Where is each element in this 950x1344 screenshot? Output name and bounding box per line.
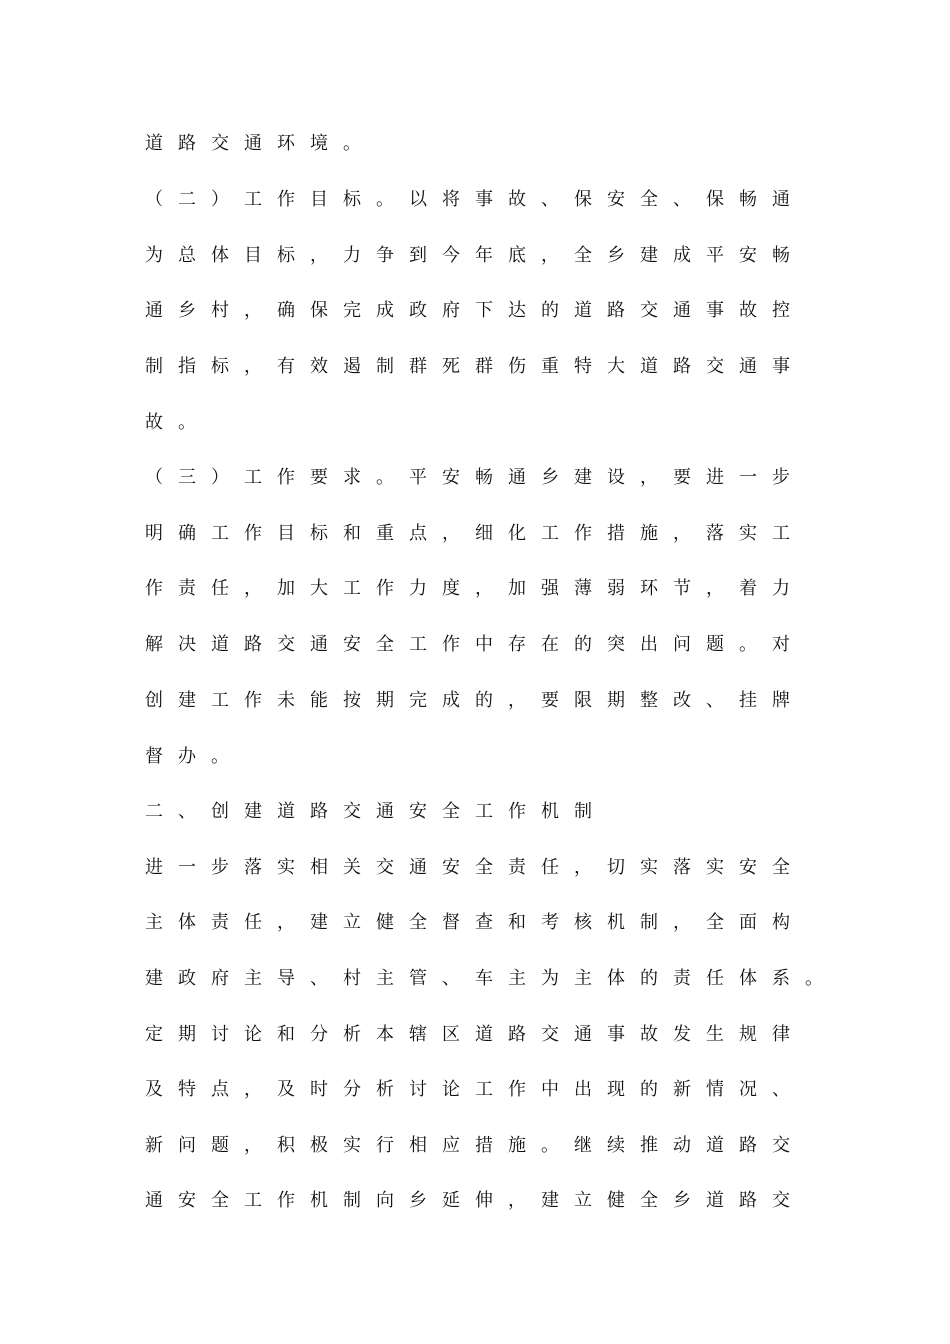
text-line: （三）工作要求。平安畅通乡建设，要进一步: [145, 467, 805, 488]
text-line: 解决道路交通安全工作中存在的突出问题。对: [145, 634, 805, 655]
text-line: 督办。: [145, 746, 244, 767]
text-line: 创建工作未能按期完成的，要限期整改、挂牌: [145, 690, 805, 711]
text-line: 建政府主导、村主管、车主为主体的责任体系。: [145, 968, 838, 989]
text-line: 故。: [145, 412, 211, 433]
section-heading: 二、创建道路交通安全工作机制: [145, 801, 607, 822]
text-line: 主体责任，建立健全督查和考核机制，全面构: [145, 912, 805, 933]
text-line: 明确工作目标和重点，细化工作措施，落实工: [145, 523, 805, 544]
text-line: 及特点，及时分析讨论工作中出现的新情况、: [145, 1079, 805, 1100]
text-line: 道路交通环境。: [145, 133, 376, 154]
text-line: 定期讨论和分析本辖区道路交通事故发生规律: [145, 1024, 805, 1045]
text-line: （二）工作目标。以将事故、保安全、保畅通: [145, 189, 805, 210]
text-line: 新问题，积极实行相应措施。继续推动道路交: [145, 1135, 805, 1156]
text-line: 作责任，加大工作力度，加强薄弱环节，着力: [145, 578, 805, 599]
text-line: 为总体目标，力争到今年底，全乡建成平安畅: [145, 245, 805, 266]
text-line: 进一步落实相关交通安全责任，切实落实安全: [145, 857, 805, 878]
text-line: 制指标，有效遏制群死群伤重特大道路交通事: [145, 356, 805, 377]
text-line: 通乡村，确保完成政府下达的道路交通事故控: [145, 300, 805, 321]
text-line: 通安全工作机制向乡延伸，建立健全乡道路交: [145, 1190, 805, 1211]
